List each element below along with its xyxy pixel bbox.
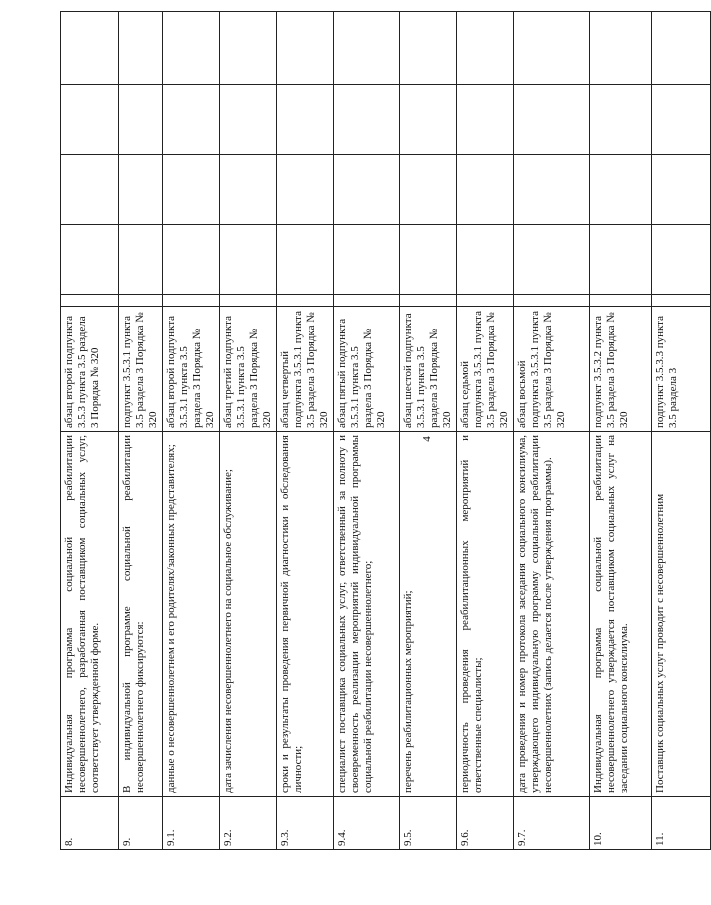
reference-cell: подпункт 3.5.3.3 пункта 3.5 раздела 3 [652, 307, 711, 432]
empty-cell [590, 155, 652, 225]
table-row [220, 12, 277, 850]
reference-cell: абзац шестой подпункта 3.5.3.1 пункта 3.5 раздела 3 Порядка № 320 [400, 307, 457, 432]
empty-cell [334, 225, 400, 295]
table-row [277, 12, 334, 850]
requirements-table [60, 11, 711, 850]
empty-cell [457, 12, 514, 85]
table-row [334, 12, 400, 850]
empty-cell [457, 225, 514, 295]
empty-cell [590, 295, 652, 307]
empty-cell [163, 12, 220, 85]
empty-cell [163, 85, 220, 155]
table-row [590, 12, 652, 850]
empty-cell [61, 225, 119, 295]
requirement-cell: перечень реабилитационных мероприятий; [400, 432, 457, 797]
empty-cell [163, 225, 220, 295]
requirement-cell: Поставщик социальных услуг проводит с несовершеннолетним [652, 432, 711, 797]
requirement-cell: Индивидуальная программа социальной реабилитации несовершеннолетнего утверждается поставщиком социальных услуг на заседании социального консилиума. [590, 432, 652, 797]
requirement-cell: Индивидуальная программа социальной реабилитации несовершеннолетнего, разработанная поставщиком социальных услуг, соответствует утвержденной форме. [61, 432, 119, 797]
row-number: 9.6. [457, 797, 514, 850]
reference-cell: абзац седьмой подпункта 3.5.3.1 пункта 3.5 раздела 3 Порядка № 320 [457, 307, 514, 432]
reference-cell: абзац четвертый подпункта 3.5.3.1 пункта 3.5 раздела 3 Порядка № 320 [277, 307, 334, 432]
empty-cell [514, 225, 590, 295]
empty-cell [220, 155, 277, 225]
empty-cell [220, 225, 277, 295]
table-row [514, 12, 590, 850]
empty-cell [652, 12, 711, 85]
table-row [61, 12, 119, 850]
empty-cell [119, 12, 163, 85]
empty-cell [652, 85, 711, 155]
empty-cell [61, 12, 119, 85]
empty-cell [61, 85, 119, 155]
empty-cell [220, 85, 277, 155]
empty-cell [514, 85, 590, 155]
empty-cell [590, 225, 652, 295]
empty-cell [119, 295, 163, 307]
row-number: 8. [61, 797, 119, 850]
row-number: 9.1. [163, 797, 220, 850]
empty-cell [590, 85, 652, 155]
table-row [400, 12, 457, 850]
empty-cell [400, 295, 457, 307]
empty-cell [652, 225, 711, 295]
table-row [457, 12, 514, 850]
reference-cell: абзац второй подпункта 3.5.3 пункта 3.5 раздела 3 Порядка № 320 [61, 307, 119, 432]
requirement-cell: дата зачисления несовершеннолетнего на социальное обслуживание; [220, 432, 277, 797]
empty-cell [277, 155, 334, 225]
requirement-cell: В индивидуальной программе социальной реабилитации несовершеннолетнего фиксируются: [119, 432, 163, 797]
empty-cell [277, 85, 334, 155]
reference-cell: абзац восьмой подпункта 3.5.3.1 пункта 3.5 раздела 3 Порядка № 320 [514, 307, 590, 432]
reference-cell: абзац второй подпункта 3.5.3.1 пункта 3.5 раздела 3 Порядка № 320 [163, 307, 220, 432]
empty-cell [163, 295, 220, 307]
row-number: 10. [590, 797, 652, 850]
empty-cell [457, 295, 514, 307]
empty-cell [163, 155, 220, 225]
empty-cell [277, 225, 334, 295]
empty-cell [277, 295, 334, 307]
empty-cell [457, 85, 514, 155]
empty-cell [277, 12, 334, 85]
row-number: 9.5. [400, 797, 457, 850]
requirement-cell: дата проведения и номер протокола заседания социального консилиума, утверждающего индивидуальную программу социальной реабилитации несовершеннолетних (запись делается после утверждения программы). [514, 432, 590, 797]
empty-cell [119, 225, 163, 295]
rotated-page [60, 12, 679, 850]
empty-cell [514, 12, 590, 85]
row-number: 11. [652, 797, 711, 850]
reference-cell: подпункт 3.5.3.1 пункта 3.5 раздела 3 Порядка № 320 [119, 307, 163, 432]
table-row [163, 12, 220, 850]
empty-cell [61, 155, 119, 225]
requirement-cell: сроки и результаты проведения первичной диагностики и обследования личности; [277, 432, 334, 797]
table-row [119, 12, 163, 850]
reference-cell: подпункт 3.5.3.2 пункта 3.5 раздела 3 Порядка № 320 [590, 307, 652, 432]
empty-cell [400, 12, 457, 85]
empty-cell [334, 155, 400, 225]
row-number: 9.3. [277, 797, 334, 850]
empty-cell [334, 295, 400, 307]
empty-cell [119, 85, 163, 155]
empty-cell [400, 85, 457, 155]
row-number: 9.4. [334, 797, 400, 850]
empty-cell [334, 85, 400, 155]
empty-cell [652, 155, 711, 225]
row-number: 9.2. [220, 797, 277, 850]
empty-cell [652, 295, 711, 307]
table-body [61, 12, 711, 850]
page-number: 4 [420, 436, 433, 442]
requirement-cell: специалист поставщика социальных услуг, ответственный за полноту и своевременность реализации мероприятий индивидуальной программы социальной реабилитации несовершеннолетнего; [334, 432, 400, 797]
empty-cell [457, 155, 514, 225]
row-number: 9. [119, 797, 163, 850]
empty-cell [400, 155, 457, 225]
reference-cell: абзац пятый подпункта 3.5.3.1 пункта 3.5 раздела 3 Порядка № 320 [334, 307, 400, 432]
requirement-cell: данные о несовершеннолетнем и его родителях/законных представителях; [163, 432, 220, 797]
row-number: 9.7. [514, 797, 590, 850]
empty-cell [514, 295, 590, 307]
empty-cell [220, 295, 277, 307]
empty-cell [61, 295, 119, 307]
table-row [652, 12, 711, 850]
empty-cell [119, 155, 163, 225]
empty-cell [590, 12, 652, 85]
empty-cell [514, 155, 590, 225]
empty-cell [334, 12, 400, 85]
empty-cell [220, 12, 277, 85]
empty-cell [400, 225, 457, 295]
requirement-cell: периодичность проведения реабилитационных мероприятий и ответственные специалисты; [457, 432, 514, 797]
reference-cell: абзац третий подпункта 3.5.3.1 пункта 3.5 раздела 3 Порядка № 320 [220, 307, 277, 432]
